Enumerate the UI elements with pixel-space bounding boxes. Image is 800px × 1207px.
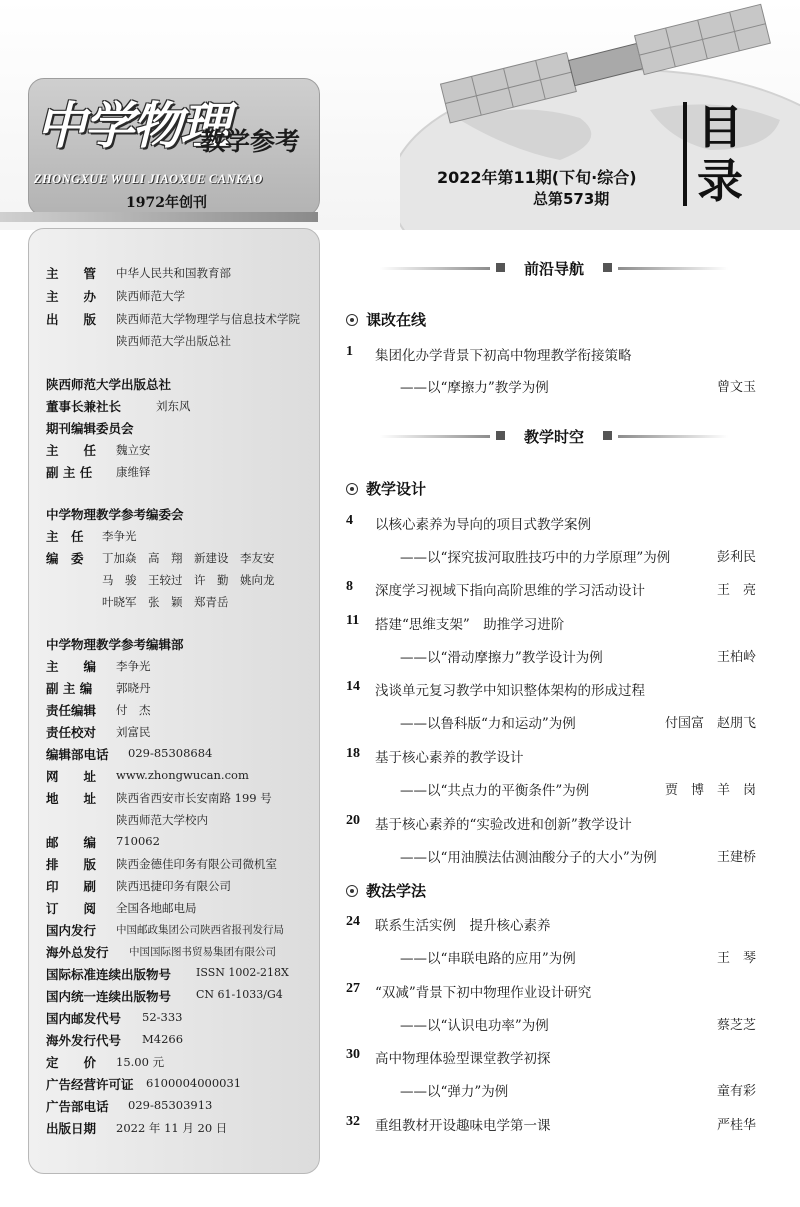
masthead-label: 出 版 — [46, 312, 97, 327]
toc-article-subtitle: ——以“探究拔河取胜技巧中的力学原理”为例 — [400, 550, 671, 566]
toc-page-number: 1 — [346, 344, 353, 359]
toc-page-number: 4 — [346, 513, 353, 528]
column-heading-label: 课改在线 — [366, 311, 427, 329]
toc-article-author: 王柏岭 — [716, 650, 756, 665]
toc-article-subtitle: ——以“弹力”为例 — [400, 1084, 509, 1100]
masthead-value: 陕西师范大学校内 — [116, 813, 208, 827]
masthead-label: 印 刷 — [46, 879, 97, 894]
masthead-label: 编辑部电话 — [46, 747, 109, 762]
masthead-value: 李争光 — [116, 659, 151, 673]
masthead-label: 网 址 — [46, 769, 97, 784]
logo-ribbon — [0, 212, 318, 222]
masthead-label: 定 价 — [46, 1055, 97, 1070]
toc-page-number: 8 — [346, 579, 353, 594]
masthead-label: 地 址 — [46, 791, 97, 806]
total-issue-number: 总第573期 — [533, 190, 610, 208]
band-marker-right — [603, 431, 612, 440]
toc-article-subtitle: ——以鲁科版“力和运动”为例 — [400, 716, 576, 732]
masthead-value: 刘富民 — [116, 725, 151, 739]
band-title: 前沿导航 — [523, 260, 584, 278]
toc-article-subtitle: ——以“串联电路的应用”为例 — [400, 951, 576, 967]
masthead-label: 广告部电话 — [46, 1099, 109, 1114]
masthead-section-title: 中学物理教学参考编委会 — [46, 507, 184, 522]
masthead-value: 李争光 — [102, 529, 137, 543]
logo-pinyin: ZHONGXUE WULI JIAOXUE CANKAO — [34, 172, 263, 186]
toc-page-number: 32 — [346, 1114, 360, 1129]
toc-article-title[interactable]: 高中物理体验型课堂教学初探 — [375, 1051, 551, 1067]
toc-article-author: 王 亮 — [716, 583, 756, 598]
issue-number: 2022年第11期(下旬·综合) — [437, 168, 637, 187]
toc-page-number: 11 — [346, 613, 360, 628]
masthead-label: 主 任 — [46, 443, 97, 458]
masthead-value: 陕西省西安市长安南路 199 号 — [116, 791, 272, 805]
toc-article-title[interactable]: 搭建“思维支架” 助推学习进阶 — [375, 617, 565, 633]
masthead-value: CN 61-1033/G4 — [196, 988, 283, 1001]
masthead-value: 陕西迅捷印务有限公司 — [116, 879, 231, 893]
toc-page-number: 24 — [346, 914, 360, 929]
toc-page-number: 20 — [346, 813, 360, 828]
toc-article-subtitle: ——以“滑动摩擦力”教学设计为例 — [400, 650, 603, 666]
masthead-label: 主 管 — [46, 266, 97, 281]
toc-article-title[interactable]: 集团化办学背景下初高中物理教学衔接策略 — [375, 348, 632, 364]
masthead-value: 刘东风 — [156, 399, 191, 413]
masthead-value: M4266 — [142, 1032, 184, 1046]
masthead-value: 全国各地邮电局 — [116, 901, 197, 915]
column-heading — [346, 880, 426, 901]
masthead-value: 马 骏 王较过 许 勤 姚向龙 — [102, 573, 275, 587]
masthead-label: 国内发行 — [46, 923, 97, 938]
masthead-value: 陕西师范大学 — [116, 289, 185, 303]
toc-article-author: 彭利民 — [716, 550, 756, 565]
masthead-value: 52-333 — [142, 1010, 183, 1024]
toc-article-subtitle: ——以“摩擦力”教学为例 — [400, 380, 549, 396]
toc-page-number: 14 — [346, 679, 360, 694]
masthead-value: 6100004000031 — [146, 1076, 242, 1090]
toc-article-author: 王建桥 — [716, 850, 756, 865]
toc-article-title[interactable]: “双减”背景下初中物理作业设计研究 — [375, 985, 592, 1001]
masthead-label: 董事长兼社长 — [46, 399, 122, 414]
toc-page-number: 18 — [346, 746, 360, 761]
masthead-value: 康维铎 — [116, 465, 151, 479]
masthead-section-title: 期刊编辑委员会 — [46, 421, 134, 436]
masthead-label: 主 编 — [46, 659, 97, 674]
masthead-label: 副 主 编 — [46, 681, 93, 696]
toc-article-author: 严桂华 — [716, 1118, 756, 1133]
toc-article-author: 王 琴 — [716, 951, 756, 966]
masthead-value: 中国国际图书贸易集团有限公司 — [129, 946, 276, 958]
toc-article-title[interactable]: 基于核心素养的教学设计 — [375, 750, 524, 766]
masthead-label: 订 阅 — [46, 901, 97, 916]
contents-heading-char-1: 目 — [697, 100, 743, 154]
masthead-value: 中华人民共和国教育部 — [116, 266, 231, 280]
toc-article-title[interactable]: 以核心素养为导向的项目式教学案例 — [375, 517, 591, 533]
toc-article-subtitle: ——以“共点力的平衡条件”为例 — [400, 783, 590, 799]
masthead-label: 主 任 — [46, 529, 84, 544]
masthead-value: 029-85308684 — [128, 746, 213, 760]
column-heading-label: 教法学法 — [366, 882, 427, 900]
masthead-value: 魏立安 — [116, 443, 151, 457]
masthead-value: 付 杰 — [116, 703, 151, 717]
bullet-icon — [346, 483, 358, 495]
masthead-label: 邮 编 — [46, 835, 97, 850]
masthead-section-title: 中学物理教学参考编辑部 — [46, 637, 184, 652]
column-heading — [346, 309, 426, 330]
contents-divider — [683, 102, 687, 206]
masthead-label: 国内邮发代号 — [46, 1011, 122, 1026]
masthead-label: 责任编辑 — [46, 703, 97, 718]
band-rule-right — [618, 435, 728, 438]
band-marker-right — [603, 263, 612, 272]
column-heading-label: 教学设计 — [366, 480, 427, 498]
masthead-value: 15.00 元 — [116, 1055, 165, 1069]
toc-article-author: 童有彩 — [716, 1084, 756, 1099]
toc-article-author: 曾文玉 — [716, 380, 756, 395]
masthead-value: 710062 — [116, 834, 160, 848]
masthead-label: 广告经营许可证 — [46, 1077, 134, 1092]
toc-article-title[interactable]: 深度学习视域下指向高阶思维的学习活动设计 — [375, 583, 645, 599]
masthead-value: ISSN 1002-218X — [196, 966, 289, 979]
band-title: 教学时空 — [523, 428, 584, 446]
section-band-teaching — [380, 426, 728, 446]
masthead-value: 陕西金德佳印务有限公司微机室 — [116, 857, 277, 871]
masthead-value: 叶晓军 张 颖 郑青岳 — [102, 595, 229, 609]
masthead-label: 国内统一连续出版物号 — [46, 989, 172, 1004]
toc-article-subtitle: ——以“用油膜法估测油酸分子的大小”为例 — [400, 850, 657, 866]
toc-page-number: 30 — [346, 1047, 360, 1062]
section-band-frontier — [380, 258, 728, 278]
toc-article-title[interactable]: 联系生活实例 提升核心素养 — [375, 918, 551, 934]
bullet-icon — [346, 314, 358, 326]
contents-heading — [690, 100, 750, 208]
masthead-value: 2022 年 11 月 20 日 — [116, 1121, 228, 1135]
masthead-label: 国际标准连续出版物号 — [46, 967, 172, 982]
masthead-value: 中国邮政集团公司陕西省报刊发行局 — [116, 924, 284, 936]
masthead-label: 海外总发行 — [46, 945, 109, 960]
toc-page-number: 27 — [346, 981, 360, 996]
masthead-label: 排 版 — [46, 857, 97, 872]
founded-year: 1972年创刊 — [126, 195, 207, 211]
toc-article-author: 贾 博 羊 岗 — [664, 783, 756, 798]
column-heading — [346, 478, 426, 499]
masthead-value: 丁加焱 高 翔 新建设 李友安 — [102, 551, 275, 565]
masthead-label: 编 委 — [46, 551, 84, 566]
bullet-icon — [346, 885, 358, 897]
masthead-label: 出版日期 — [46, 1121, 97, 1136]
masthead-value: 郭晓丹 — [116, 681, 151, 695]
masthead-label: 副 主 任 — [46, 465, 93, 480]
logo-title: 中学物理 — [36, 96, 228, 155]
masthead-value: 陕西师范大学出版总社 — [116, 334, 231, 348]
masthead-label: 主 办 — [46, 289, 97, 304]
masthead-label: 责任校对 — [46, 725, 97, 740]
toc-article-title[interactable]: 重组教材开设趣味电学第一课 — [375, 1118, 551, 1134]
toc-article-subtitle: ——以“认识电功率”为例 — [400, 1018, 549, 1034]
toc-article-title[interactable]: 浅谈单元复习教学中知识整体架构的形成过程 — [375, 683, 645, 699]
masthead-value: www.zhongwucan.com — [116, 768, 249, 782]
toc-article-author: 蔡芝芝 — [716, 1018, 756, 1033]
toc-article-title[interactable]: 基于核心素养的“实验改进和创新”教学设计 — [375, 817, 632, 833]
masthead-value: 029-85303913 — [128, 1098, 213, 1112]
masthead-label: 海外发行代号 — [46, 1033, 122, 1048]
masthead-section-title: 陕西师范大学出版总社 — [46, 377, 172, 392]
band-rule-right — [618, 267, 728, 270]
logo-subtitle: 教学参考 — [200, 127, 301, 156]
contents-heading-char-2: 录 — [697, 154, 743, 208]
toc-article-author: 付国富 赵朋飞 — [664, 716, 756, 731]
masthead-value: 陕西师范大学物理学与信息技术学院 — [116, 312, 300, 326]
